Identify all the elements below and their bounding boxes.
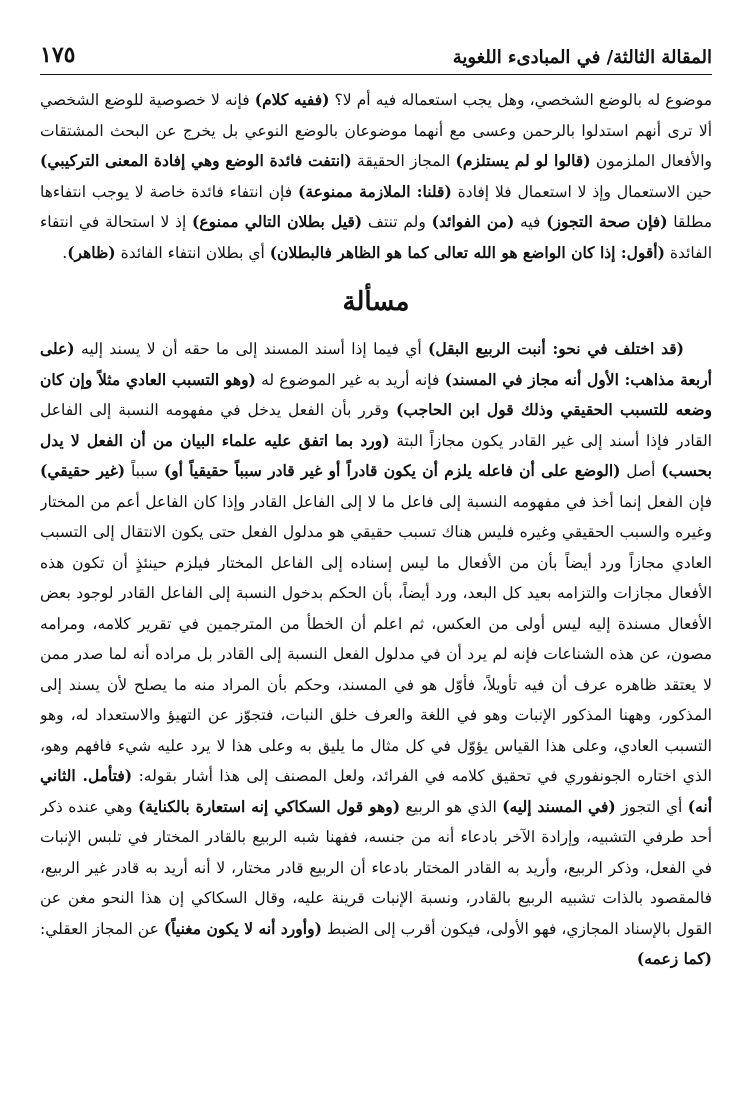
bold-text-segment: (على أربعة مذاهب: الأول أنه مجاز في المسند) bbox=[40, 339, 712, 389]
bold-text-segment: (في المسند إليه) bbox=[502, 796, 616, 816]
bold-text-segment: (فإن صحة التجوز) bbox=[546, 212, 668, 231]
text-segment: فإن الفعل إنما أخذ في مفهومه النسبة إلى فاعل ما لا إلى الفاعل القادر وإذا كان الفاعل أعم من المختار وغيره والسبب الحقيقي وغيره فليس هناك تسبب حقيقي هو مدلول الفعل حتى يكون الانتقال إلى التسبب العادي مجازاً ورد أيضاً بأن من الأفعال ما ليس إسناده إلى الفاعل المختار فيلزم حينئذٍ أن تكون هذه الأفعال مجازات والتزامه بعيد كل البعد، ورد أيضاً، بأن الحكم بدخول النسبة إلى الفاعل القادر لوجود بعض الأفعال مسندة إليه ليس أولى من العكس، ثم اعلم أن الخطأ من المترجمين في تقرير كلامه، ومرامه مصون، عن هذه الشناعات فإنه لم يرد أن في مدلول الفعل النسبة إلى القادر بل مراده أنه لما صدر ممن لا يعتقد ظاهره عرف أن فيه تأويلاً، فأوّل هو في المسند، وحكم بأن المراد منه ما يصلح لأن يسند إلى المذكور، وههنا المذكور الإنبات وهو في اللغة والعرف خلق النبات، فتجوّز عن التهيؤ والاستعداد له، وهو التسبب العادي، وعلى هذا القياس يؤوّل في كل مثال ما يليق به وعلى هذا لا يرد عليه شيء فافهم وهو، الذي اختاره الجونفوري في تحقيق كلامه في الفرائد، ولعل المصنف إلى هذا أشار بقوله: bbox=[40, 492, 712, 785]
text-segment: أي فيما إذا أسند المسند إلى ما حقه أن لا يسند إليه bbox=[74, 340, 429, 358]
bold-text-segment: (كما زعمه) bbox=[636, 949, 712, 968]
text-segment: وقرر بأن الفعل يدخل في مفهومه النسبة إلى الفاعل القادر فإذا أسند إلى غير القادر يكون مجازاً البتة bbox=[40, 401, 712, 450]
page-body bbox=[40, 85, 712, 1077]
text-segment: فإنه لا خصوصية للوضع الشخصي ألا ترى أنهم استدلوا بالرحمن وعسى مع أنهما موضوعان بالوضع النوعي بل يخرج عن البحث المشتقات والأفعال الملزمون bbox=[40, 91, 712, 170]
bold-text-segment: (أقول: إذا كان الواضع هو الله تعالى كما هو الظاهر فالبطلان) bbox=[269, 242, 665, 262]
running-title: المقالة الثالثة/ في المبادىء اللغوية bbox=[452, 47, 712, 68]
section-title: مسألة bbox=[342, 287, 410, 317]
text-segment: الذي هو الربيع bbox=[400, 797, 503, 816]
bold-text-segment: (ورد بما اتفق عليه علماء البيان من أن الفعل لا يدل بحسب) bbox=[40, 430, 712, 480]
text-segment: موضوع له بالوضع الشخصي، وهل يجب استعماله فيه أم لا؟ bbox=[329, 91, 712, 109]
text-segment: سبباً bbox=[125, 462, 164, 480]
bold-text-segment: (قد اختلف في نحو: أنبت الربيع البقل) bbox=[428, 339, 685, 358]
text-segment: فإنه أريد به غير الموضوع له bbox=[255, 370, 445, 389]
bold-text-segment: (قيل بطلان التالي ممنوع) bbox=[192, 212, 363, 231]
text-segment: عن المجاز العقلي: bbox=[40, 919, 164, 938]
text-segment: . bbox=[62, 243, 68, 262]
bold-text-segment: (وهو التسبب العادي مثلاً وإن كان وضعه للتسبب الحقيقي وذلك قول ابن الحاجب) bbox=[40, 369, 712, 419]
text-segment: فإن انتفاء فائدة خاصة لا يوجب انتفاءها مطلقا bbox=[40, 182, 712, 231]
paragraph-2 bbox=[40, 334, 712, 975]
text-segment: إذ لا استحالة في انتفاء الفائدة bbox=[40, 213, 712, 262]
text-segment: ولم تنتف bbox=[362, 213, 432, 231]
page-header bbox=[40, 30, 712, 75]
text-segment: المجاز الحقيقة bbox=[351, 152, 456, 170]
bold-text-segment: (ظاهر) bbox=[67, 242, 116, 262]
bold-text-segment: (وهو قول السكاكي إنه استعارة بالكناية) bbox=[137, 796, 401, 816]
page-number: ١٧٥ bbox=[40, 42, 76, 68]
text-segment: أي بطلان انتفاء الفائدة bbox=[115, 243, 270, 262]
text-segment: وهي عنده ذكر أحد طرفي التشبيه، وإرادة الآخر بادعاء أنه من جنسه، ففهنا شبه الربيع بالقادر المختار في تلبس الإنبات في الفعل، وذكر الربيع، وأريد به القادر المختار بادعاء أن الربيع قادر مختار، لا أنه أريد به قادر غير الربيع، فالمقصود بالذات تشبيه الربيع بالقادر، ونسبة الإنبات قرينة عليه، وقال السكاكي إن هذا النحو مغن عن القول بالإسناد المجازي، فهو الأولى، فيكون أقرب إلى الضبط bbox=[40, 797, 712, 938]
bold-text-segment: (الوضع على أن فاعله يلزم أن يكون قادراً أو غير قادر سبباً حقيقياً أو) bbox=[163, 461, 621, 480]
bold-text-segment: (انتفت فائدة الوضع وهي إفادة المعنى التركيبي) bbox=[40, 151, 352, 170]
bold-text-segment: (وأورد أنه لا يكون مغنياً) bbox=[163, 918, 322, 938]
bold-text-segment: (قالوا لو لم يستلزم) bbox=[455, 151, 591, 170]
bold-text-segment: (فتأمل. الثاني أنه) bbox=[40, 766, 712, 816]
text-segment: فيه bbox=[514, 213, 547, 231]
text-segment: حين الاستعمال وإذ لا استعمال فلا إفادة bbox=[451, 182, 712, 201]
paragraph-1 bbox=[40, 85, 712, 268]
text-segment: أي التجوز bbox=[615, 797, 688, 816]
bold-text-segment: (غير حقيقي) bbox=[40, 461, 126, 480]
bold-text-segment: (من الفوائد) bbox=[431, 212, 515, 231]
bold-text-segment: (قلنا: الملازمة ممنوعة) bbox=[298, 181, 452, 201]
bold-text-segment: (ففيه كلام) bbox=[254, 90, 330, 109]
text-segment: أصل bbox=[620, 462, 662, 480]
